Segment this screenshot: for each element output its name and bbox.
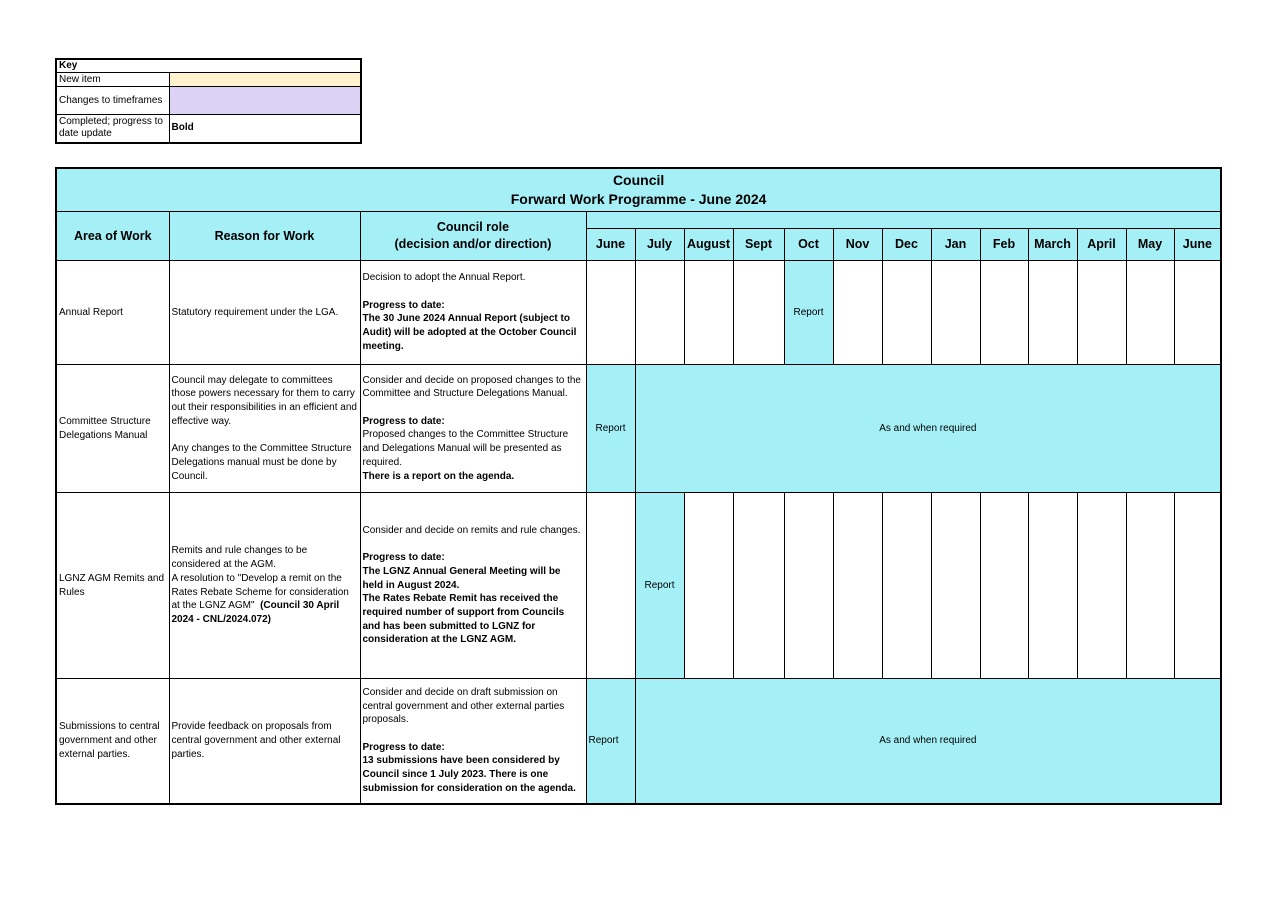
progress-label: Progress to date: bbox=[362, 741, 445, 753]
key-swatch-new-item bbox=[169, 73, 361, 87]
as-required-cell: As and when required bbox=[635, 365, 1221, 493]
area-of-work-cell: Annual Report bbox=[56, 261, 169, 365]
month-cell bbox=[833, 493, 882, 679]
month-cell bbox=[1174, 493, 1221, 679]
header-council-role bbox=[360, 212, 586, 261]
month-cell bbox=[684, 261, 733, 365]
table-row bbox=[56, 261, 1221, 365]
key-label-completed: Completed; progress to date update bbox=[56, 115, 169, 143]
report-cell: Report bbox=[586, 365, 635, 493]
month-header: August bbox=[684, 229, 733, 261]
month-cell bbox=[882, 261, 931, 365]
month-cell bbox=[586, 261, 635, 365]
month-cell bbox=[833, 261, 882, 365]
month-cell bbox=[1077, 493, 1126, 679]
role-intro: Decision to adopt the Annual Report. bbox=[362, 272, 526, 284]
progress-text-bold: There is a report on the agenda. bbox=[362, 470, 515, 482]
reason-cell: Provide feedback on proposals from central government and other external parties. bbox=[169, 679, 360, 804]
month-cell bbox=[684, 493, 733, 679]
key-swatch-changes bbox=[169, 87, 361, 115]
month-header: Oct bbox=[784, 229, 833, 261]
reason-resolution bbox=[172, 572, 358, 627]
month-cell bbox=[931, 493, 980, 679]
key-label-changes: Changes to timeframes bbox=[56, 87, 169, 115]
role-intro: Consider and decide on proposed changes to the Committee and Structure Delegations Manual. bbox=[362, 374, 581, 400]
progress-text: 13 submissions have been considered by Council since 1 July 2023. There is one submission for consideration on the agenda. bbox=[362, 755, 576, 794]
reason-cell: Statutory requirement under the LGA. bbox=[169, 261, 360, 365]
council-role-cell bbox=[360, 365, 586, 493]
month-cell bbox=[980, 261, 1028, 365]
progress-label: Progress to date: bbox=[362, 552, 445, 564]
key-value-bold: Bold bbox=[169, 115, 361, 143]
report-cell: Report bbox=[784, 261, 833, 365]
table-row bbox=[56, 679, 1221, 804]
month-header: Nov bbox=[833, 229, 882, 261]
programme-title bbox=[56, 168, 1221, 212]
progress-label: Progress to date: bbox=[362, 415, 445, 427]
reason-reference: (Council 30 April 2024 - CNL/2024.072) bbox=[171, 600, 340, 625]
programme-title-line1: Council bbox=[612, 172, 665, 188]
reason-text: A resolution to "Develop a remit on the Rates Rebate Scheme for consideration at the LGNZ AGM" bbox=[171, 572, 349, 612]
month-header: June bbox=[586, 229, 635, 261]
area-of-work-cell: Submissions to central government and other external parties. bbox=[56, 679, 169, 804]
council-role-cell bbox=[360, 493, 586, 679]
month-header: Feb bbox=[980, 229, 1028, 261]
as-required-cell: As and when required bbox=[635, 679, 1221, 804]
month-cell bbox=[733, 261, 784, 365]
report-cell: Report bbox=[635, 493, 684, 679]
header-area-of-work: Area of Work bbox=[56, 212, 169, 261]
month-header-spacer bbox=[586, 212, 1221, 229]
progress-text: The Rates Rebate Remit has received the required number of support from Councils and has been submitted to LGNZ for consideration at the LGNZ AGM. bbox=[362, 593, 565, 646]
reason-cell bbox=[169, 365, 360, 493]
council-role-cell bbox=[360, 261, 586, 365]
reason-text: Any changes to the Committee Structure Delegations manual must be done by Council. bbox=[171, 443, 352, 482]
council-role-cell bbox=[360, 679, 586, 804]
key-label-new-item: New item bbox=[56, 73, 169, 87]
month-cell bbox=[980, 493, 1028, 679]
area-of-work-cell: LGNZ AGM Remits and Rules bbox=[56, 493, 169, 679]
month-header: March bbox=[1028, 229, 1077, 261]
table-row bbox=[56, 365, 1221, 493]
report-cell: Report bbox=[586, 679, 635, 804]
key-table bbox=[55, 58, 362, 144]
header-council-role-line1: Council role bbox=[436, 220, 510, 234]
month-header: July bbox=[635, 229, 684, 261]
month-cell bbox=[1077, 261, 1126, 365]
month-cell bbox=[1028, 261, 1077, 365]
month-cell bbox=[931, 261, 980, 365]
key-title: Key bbox=[56, 59, 361, 73]
month-header: June bbox=[1174, 229, 1221, 261]
month-cell bbox=[586, 493, 635, 679]
progress-label: Progress to date: bbox=[362, 299, 445, 311]
reason-text: Council may delegate to committees those powers necessary for them to carry out their responsibilities in an efficient and effective way. bbox=[171, 374, 357, 427]
progress-text: The LGNZ Annual General Meeting will be held in August 2024. bbox=[362, 565, 561, 591]
month-header: Dec bbox=[882, 229, 931, 261]
table-row bbox=[56, 493, 1221, 679]
role-intro: Consider and decide on remits and rule changes. bbox=[362, 524, 581, 536]
header-reason-for-work: Reason for Work bbox=[169, 212, 360, 261]
month-header: May bbox=[1126, 229, 1174, 261]
area-of-work-cell: Committee Structure Delegations Manual bbox=[56, 365, 169, 493]
month-cell bbox=[1126, 261, 1174, 365]
forward-work-programme-table bbox=[55, 167, 1222, 805]
month-cell bbox=[1028, 493, 1077, 679]
month-cell bbox=[784, 493, 833, 679]
programme-title-line2: Forward Work Programme - June 2024 bbox=[510, 191, 767, 207]
month-header: April bbox=[1077, 229, 1126, 261]
progress-text: Proposed changes to the Committee Structure and Delegations Manual will be presented as required. bbox=[362, 429, 569, 468]
month-header: Jan bbox=[931, 229, 980, 261]
reason-text: Remits and rule changes to be considered at the AGM. bbox=[171, 545, 308, 571]
progress-text: The 30 June 2024 Annual Report (subject to Audit) will be adopted at the October Council meeting. bbox=[362, 313, 577, 352]
reason-cell bbox=[169, 493, 360, 679]
month-header: Sept bbox=[733, 229, 784, 261]
month-cell bbox=[1174, 261, 1221, 365]
month-cell bbox=[733, 493, 784, 679]
month-cell bbox=[1126, 493, 1174, 679]
month-cell bbox=[635, 261, 684, 365]
header-council-role-line2: (decision and/or direction) bbox=[394, 237, 552, 251]
role-intro: Consider and decide on draft submission on central government and other external parties proposals. bbox=[362, 686, 565, 726]
month-cell bbox=[882, 493, 931, 679]
